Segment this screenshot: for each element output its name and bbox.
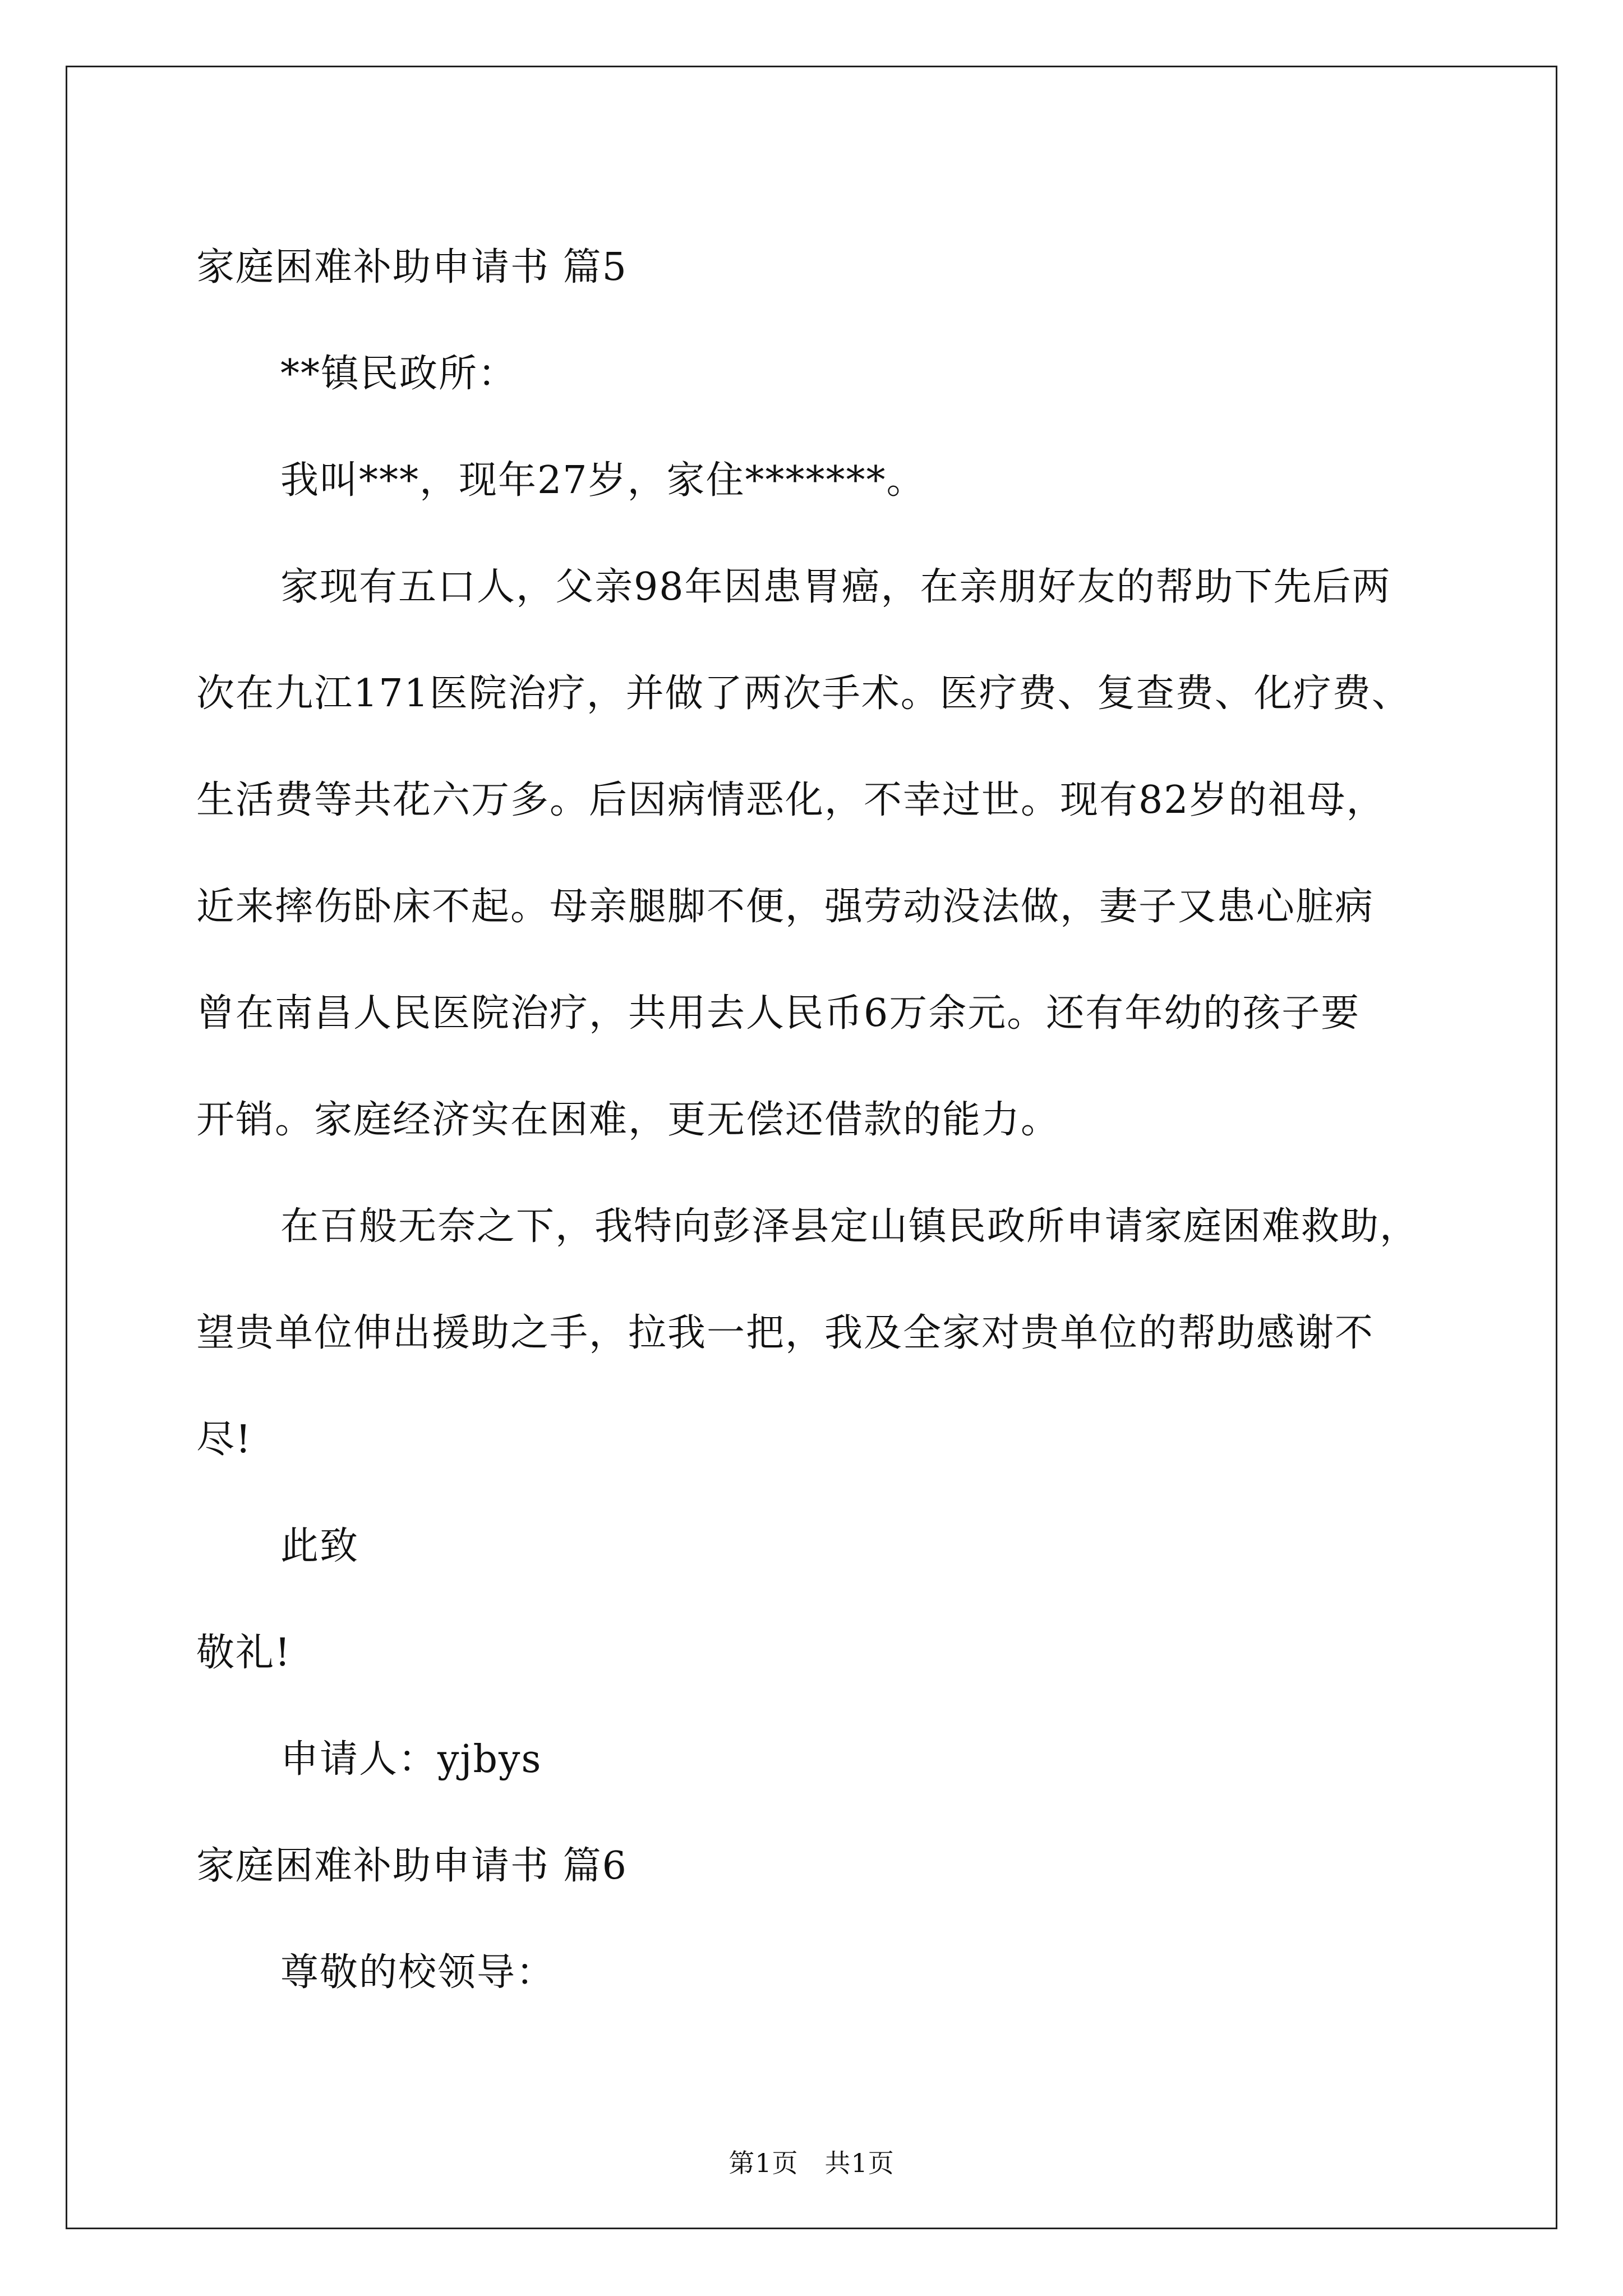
section5-title: 家庭困难补助申请书 篇5: [196, 245, 628, 289]
closing-salute: 敬礼!: [196, 1631, 292, 1675]
paragraph-line: 望贵单位伸出援助之手，拉我一把，我及全家对贵单位的帮助感谢不: [196, 1311, 1375, 1355]
section5-intro: 我叫***，现年27岁，家住*******。: [280, 458, 926, 503]
paragraph-line: 开销。家庭经济实在困难，更无偿还借款的能力。: [196, 1098, 1061, 1142]
section6-salutation: 尊敬的校领导：: [280, 1950, 556, 1995]
paragraph-line: 在百般无奈之下，我特向彭泽县定山镇民政所申请家庭困难救助，: [280, 1204, 1419, 1249]
paragraph-line: 近来摔伤卧床不起。母亲腿脚不便，强劳动没法做，妻子又患心脏病: [196, 885, 1375, 929]
paragraph-line: 家现有五口人，父亲98年因患胃癌，在亲朋好友的帮助下先后两: [280, 565, 1391, 609]
section5-salutation: **镇民政所：: [280, 352, 518, 396]
paragraph-line: 尽!: [196, 1418, 252, 1462]
applicant-signature: 申请人：yjbys: [280, 1737, 542, 1782]
section5-paragraph1: [196, 534, 1458, 1174]
paragraph-line: 曾在南昌人民医院治疗，共用去人民币6万余元。还有年幼的孩子要: [196, 991, 1361, 1036]
paragraph-line: 生活费等共花六万多。后因病情恶化，不幸过世。现有82岁的祖母，: [196, 778, 1386, 822]
page-number-footer: 第1页 共1页: [728, 2148, 895, 2178]
document-body: [196, 214, 1458, 2026]
section6-title: 家庭困难补助申请书 篇6: [196, 1844, 628, 1888]
section5-paragraph2: [196, 1174, 1458, 1493]
closing-regards: 此致: [280, 1524, 359, 1568]
paragraph-line: 次在九江171医院治疗，并做了两次手术。医疗费、复查费、化疗费、: [196, 671, 1411, 716]
